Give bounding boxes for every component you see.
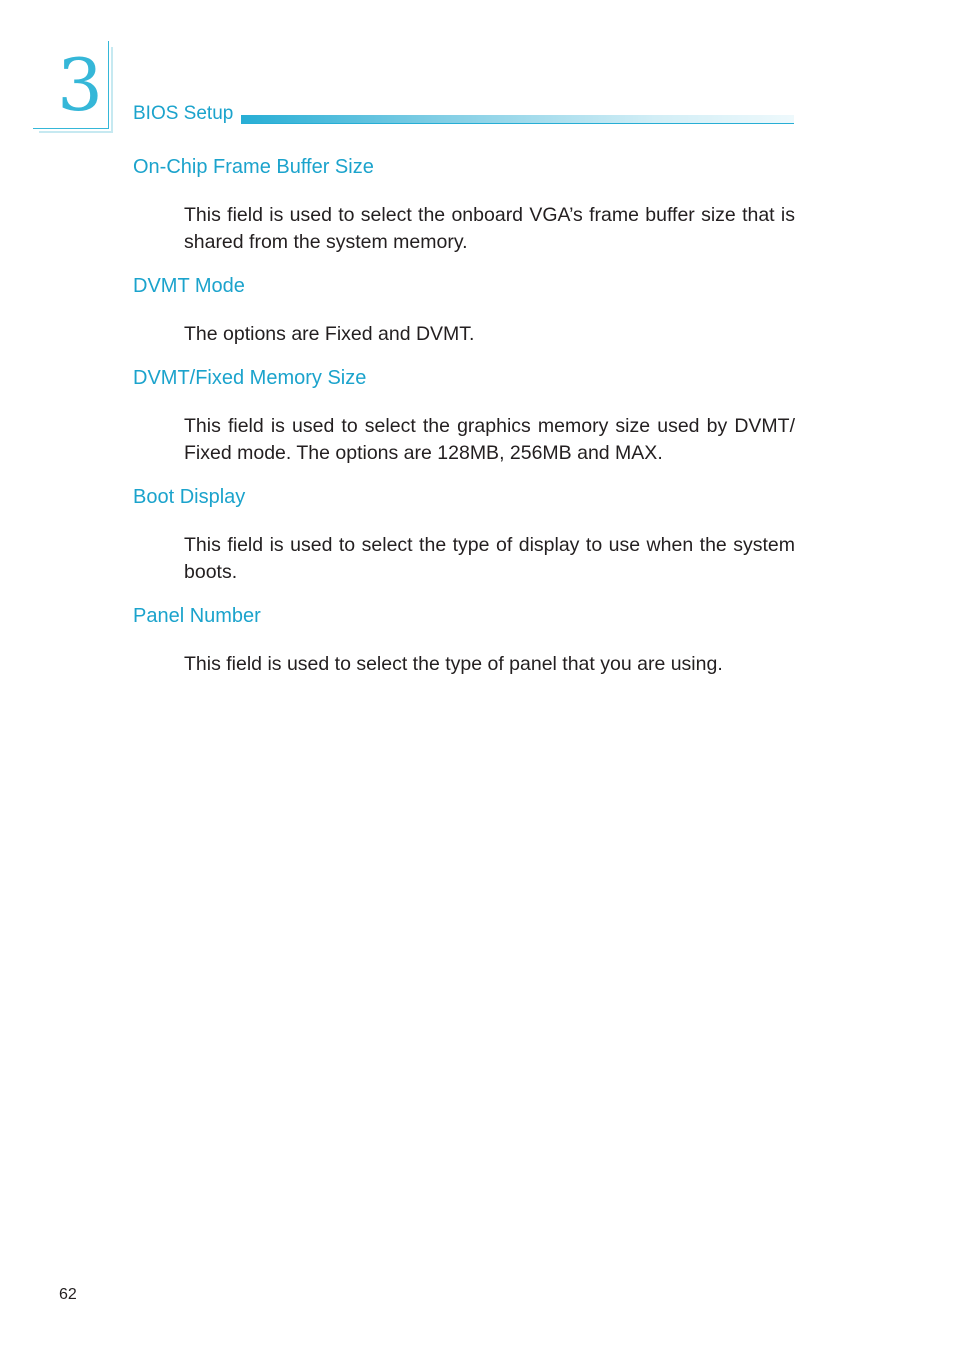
paragraph-boot-display: This field is used to select the type of display to use when the system boots. [184, 534, 795, 583]
heading-frame-buffer-size: On-Chip Frame Buffer Size [133, 156, 374, 178]
heading-boot-display: Boot Display [133, 486, 246, 508]
heading-dvmt-fixed-memory-size: DVMT/Fixed Memory Size [133, 367, 367, 389]
paragraph-panel-number: This field is used to select the type of panel that you are using. [184, 653, 723, 675]
chapter-number: 3 [57, 43, 103, 127]
section-title: BIOS Setup [133, 103, 234, 124]
section-title-rule [241, 115, 794, 123]
page-number: 62 [59, 1286, 77, 1303]
heading-panel-number: Panel Number [133, 605, 261, 627]
paragraph-dvmt-fixed-memory-size: This field is used to select the graphics memory size used by DVMT/ Fixed mode. The options are 128MB, 256MB and MAX. [184, 415, 795, 464]
chapter-marker [33, 41, 113, 133]
paragraph-frame-buffer-size: This field is used to select the onboard VGA’s frame buffer size that is shared from the system memory. [184, 204, 795, 253]
heading-dvmt-mode: DVMT Mode [133, 275, 245, 297]
paragraph-dvmt-mode: The options are Fixed and DVMT. [184, 323, 475, 345]
